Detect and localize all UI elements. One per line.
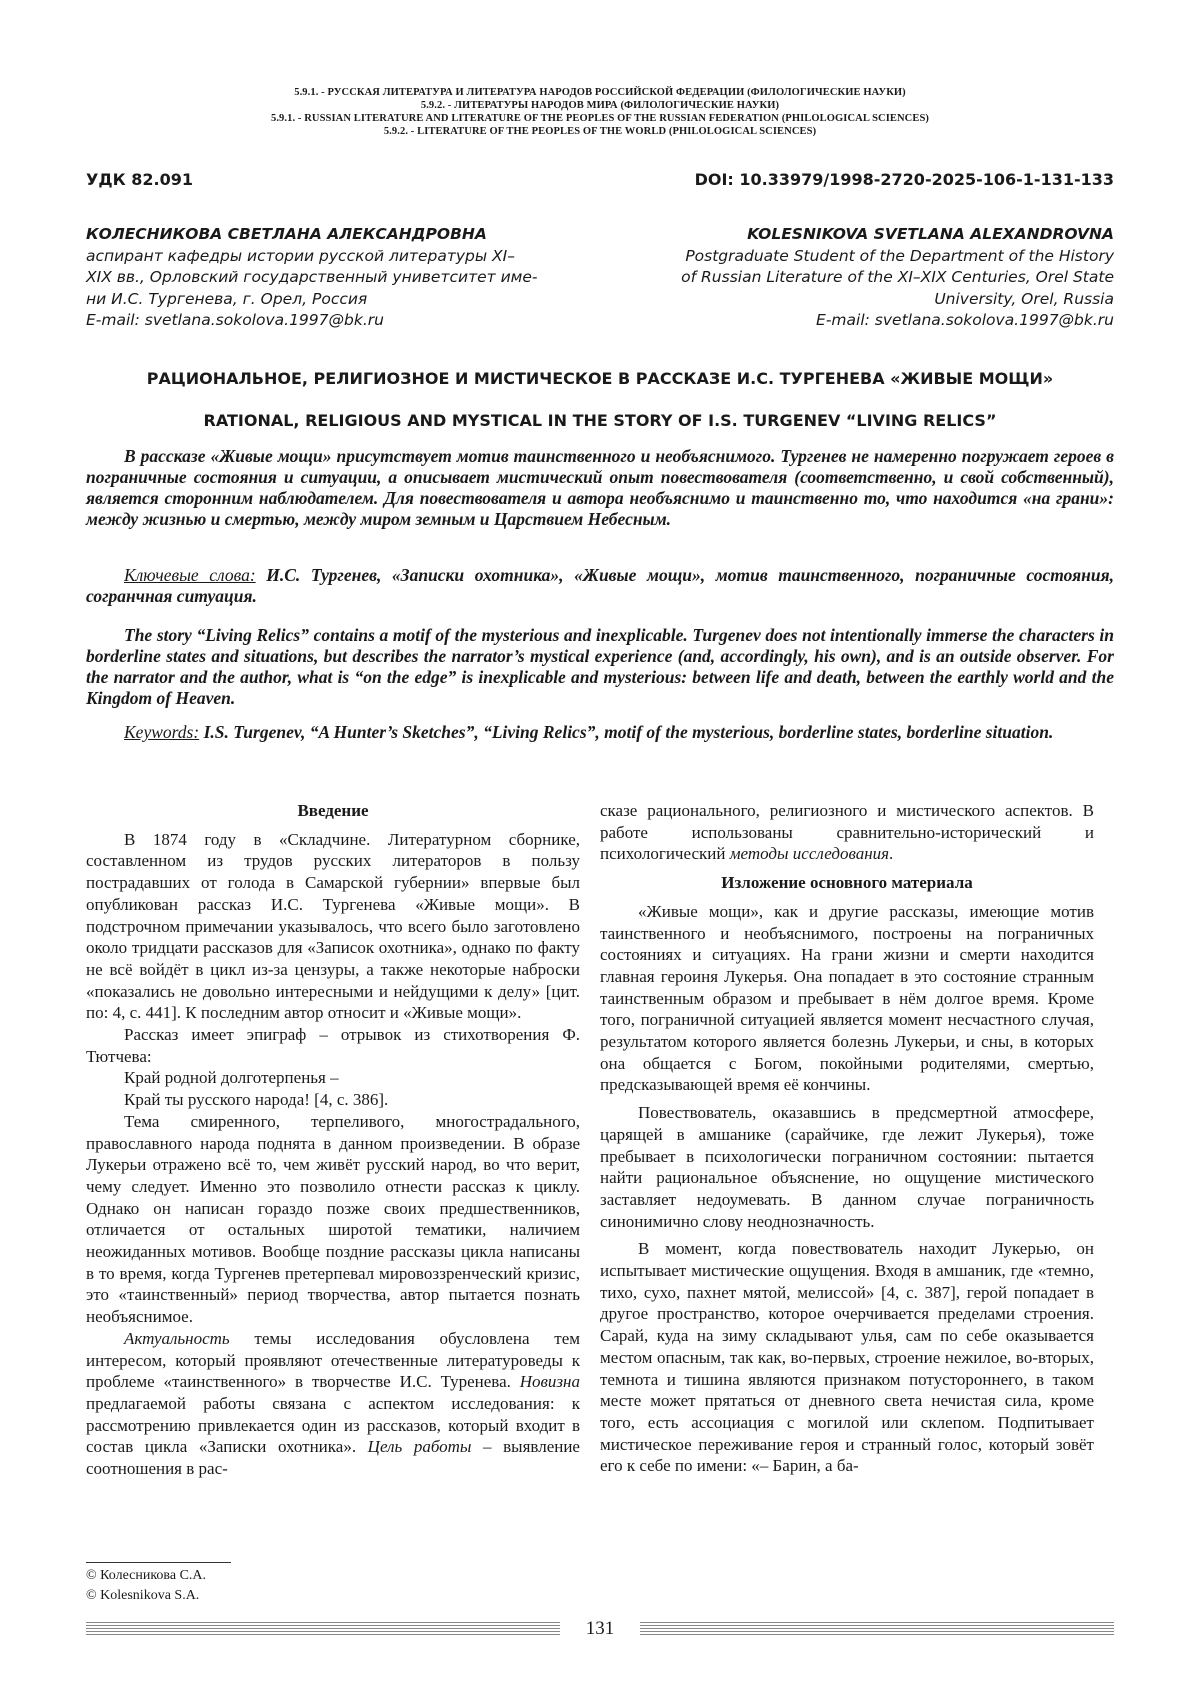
term-goal: Цель работы <box>367 1437 472 1457</box>
body-paragraph: В момент, когда повествователь находит Лукерью, он испытывает мистические ощущения. Входя в амшаник, где «темно, тихо, сухо, пахнет мятой, мелиссой» [4, с. 387], герой попадает в другое пространство, которое очерчивается пределами строения. Сарай, куда на зиму складывают улья, сам по себе оказывается местом опасным, так как, во-первых, строение нежилое, во-вторых, темнота и тишина являются признаком потустороннего, в таком месте может прятаться от дневного света нечистая сила, кроме того, есть ассоциация с могилой или склепом. Подпитывает мистическое переживание героя и странный голос, который зовёт его к себе по имени: «– Барин, а ба- <box>600 1239 1094 1476</box>
author-affiliation-line: Postgraduate Student of the Department of the History <box>685 246 1114 265</box>
keywords-text-ru: И.С. Тургенев, «Записки охотника», «Живые мощи», мотив таинственного, пограничные состояния, согранчная ситуация. <box>86 565 1114 606</box>
footer-rule-left <box>86 1622 560 1635</box>
article-title-en: RATIONAL, RELIGIOUS AND MYSTICAL IN THE STORY OF I.S. TURGENEV “LIVING RELICS” <box>203 411 997 430</box>
paragraph-text: – выявление соотношения в рас- <box>86 1437 580 1479</box>
author-email-en[interactable]: E-mail: svetlana.sokolova.1997@bk.ru <box>816 311 1114 329</box>
doi: DOI: 10.33979/1998-2720-2025-106-1-131-133 <box>694 170 1114 189</box>
page-number: 131 <box>585 1618 615 1639</box>
body-paragraph: В 1874 году в «Складчине. Литературном сборнике, составленном из трудов русских литераторов в пользу пострадавших от голода в Самарской губернии» впервые был опубликован рассказ И.С. Тургенева «Живые мощи». В подстрочном примечании указывалось, что всего было заготовлено около тридцати рассказов для «Записок охотника», однако по факту не всё войдёт в цикл из-за цензуры, а также некоторые наброски «показались не довольно интересными и нейдущими к делу» [цит. по: 4, с. 441]. К последним автор относит и «Живые мощи». <box>86 829 580 1023</box>
epigraph-line: Край родной долготерпенья – <box>124 1068 339 1088</box>
section-code-line: 5.9.2. - ЛИТЕРАТУРЫ НАРОДОВ МИРА (ФИЛОЛОГИЧЕСКИЕ НАУКИ) <box>420 100 780 111</box>
paragraph-text: . <box>889 844 894 864</box>
paragraph-text: предлагаемой работы связана с аспектом исследования: к рассмотрению привлекается один из рассказов, который входит в состав цикла «Записки охотника». <box>86 1393 580 1457</box>
term-methods: методы исследования <box>729 844 890 864</box>
epigraph-line: Край ты русского народа! [4, с. 386]. <box>124 1090 389 1110</box>
keywords-label-ru: Ключевые слова: <box>124 565 256 585</box>
keywords-text-en: I.S. Turgenev, “A Hunter’s Sketches”, “Living Relics”, motif of the mysterious, borderline states, borderline situation. <box>199 722 1054 742</box>
section-heading-introduction: Введение <box>297 801 369 820</box>
section-code-line: 5.9.2. - LITERATURE OF THE PEOPLES OF THE WORLD (PHILOLOGICAL SCIENCES) <box>383 126 817 137</box>
term-relevance: Актуальность <box>124 1328 230 1348</box>
body-paragraph: Повествователь, оказавшись в предсмертной атмосфере, царящей в амшанике (сарайчике, где лежит Лукерья), тоже пребывает в психологически пограничном состоянии: пытается найти рациональное объяснение, но ощущение мистического заставляет недоумевать. В данном случае пограничность синонимично слову неоднозначность. <box>600 1103 1094 1231</box>
author-affiliation-line: XIX вв., Орловский государственный унивeтситет име- <box>86 268 538 286</box>
term-novelty: Новизна <box>519 1372 580 1392</box>
keywords-label-en: Keywords: <box>124 722 200 742</box>
page-footer <box>86 1619 1114 1639</box>
author-affiliation-line: ни И.С. Тургенева, г. Орел, Россия <box>86 289 368 308</box>
author-email-ru[interactable]: E-mail: svetlana.sokolova.1997@bk.ru <box>86 311 384 329</box>
article-title-ru: РАЦИОНАЛЬНОЕ, РЕЛИГИОЗНОЕ И МИСТИЧЕСКОЕ В РАССКАЗЕ И.С. ТУРГЕНЕВА «ЖИВЫЕ МОЩИ» <box>146 369 1054 388</box>
section-code-line: 5.9.1. - РУССКАЯ ЛИТЕРАТУРА И ЛИТЕРАТУРА НАРОДОВ РОССИЙСКОЙ ФЕДЕРАЦИИ (ФИЛОЛОГИЧЕСКИЕ НАУКИ) <box>294 87 906 98</box>
author-block-ru <box>86 224 591 332</box>
footer-rule-right <box>640 1622 1114 1635</box>
udk-code: УДК 82.091 <box>86 170 193 189</box>
abstract-text-en: The story “Living Relics” contains a motif of the mysterious and inexplicable. Turgenev does not intentionally immerse the characters in borderline states and situations, but describes the narrator’s mystical experience (and, accordingly, his own), and is an outside observer. For the narrator and the author, what is “on the edge” is inexplicable and mysterious: between life and death, between the earthly world and the Kingdom of Heaven. <box>86 625 1114 708</box>
copyright-note-en: © Kolesnikova S.A. <box>86 1588 200 1603</box>
author-affiliation-line: аспирант кафедры истории русской литературы XI– <box>86 246 515 265</box>
keywords-ru <box>86 565 1114 607</box>
paragraph-text: темы исследования обусловлена тем интересом, который проявляют отечественные литературоведы к проблеме «таинственного» в творчестве И.С. Туренева. <box>86 1328 580 1392</box>
abstract-en <box>86 625 1114 709</box>
abstract-text-ru: В рассказе «Живые мощи» присутствует мотив таинственного и необъяснимого. Тургенев не намеренно погружает героев в пограничные состояния и ситуации, а описывает мистический опыт повествователя (соответственно, и свой собственный), является сторонним наблюдателем. Для повествователя и автора необъяснимо и таинственно то, что находится «на грани»: между жизнью и смертью, между миром земным и Царствием Небесным. <box>86 446 1114 529</box>
section-codes-header <box>80 86 1120 138</box>
copyright-note-ru: © Колесникова С.А. <box>86 1568 207 1583</box>
section-heading-main: Изложение основного материала <box>721 873 973 893</box>
body-paragraph: «Живые мощи», как и другие рассказы, имеющие мотив таинственного и необъяснимого, построены на пограничных состояниях и ситуациях. На грани жизни и смерти находится главная героиня Лукерья. Она попадает в это состояние странным таинственным образом и пребывает в нём долгое время. Кроме того, пограничной ситуацией является момент несчастного случая, результатом которого является болезнь Лукерьи, и сны, в которых она общается с Богом, покойными родителями, смертью, предсказывающей время её кончины. <box>600 901 1094 1095</box>
footnote-divider <box>86 1562 231 1563</box>
paragraph-text: сказе рационального, религиозного и мистического аспектов. В работе использованы сравнительно-исторический и психологический <box>600 801 1094 864</box>
abstract-ru <box>86 446 1114 530</box>
body-paragraph <box>600 800 1094 865</box>
body-paragraph <box>86 1328 580 1480</box>
author-name-en: KOLESNIKOVA SVETLANA ALEXANDROVNA <box>747 225 1114 243</box>
author-block-en <box>609 224 1114 332</box>
body-paragraph: Рассказ имеет эпиграф – отрывок из стихотворения Ф. Тютчева: <box>86 1025 580 1066</box>
section-code-line: 5.9.1. - RUSSIAN LITERATURE AND LITERATURE OF THE PEOPLES OF THE RUSSIAN FEDERATION (PHILOLOGICAL SCIENCES) <box>270 113 930 124</box>
author-affiliation-line: of Russian Literature of the XI–XIX Centuries, Orel State <box>681 268 1114 286</box>
author-affiliation-line: University, Orel, Russia <box>934 289 1114 308</box>
body-column-left <box>86 800 580 1480</box>
author-name-ru: КОЛЕСНИКОВА СВЕТЛАНА АЛЕКСАНДРОВНА <box>86 225 487 243</box>
body-column-right <box>600 800 1094 1477</box>
footnotes <box>86 1566 206 1606</box>
keywords-en <box>86 722 1114 743</box>
body-paragraph: Тема смиренного, терпеливого, многострадального, православного народа поднята в данном произведении. В образе Лукерьи отражено всё то, чем живёт русский народ, во что верит, чему следует. Именно это позволило отнести рассказ к циклу. Однако он написан гораздо позже своих предшественников, отличается от остальных широтой тематики, наличием неожиданных мотивов. Вообще поздние рассказы цикла написаны в то время, когда Тургенев претерпевал мировоззренческий кризис, это «таинственный» период творчества, автор пытается познать необъяснимое. <box>86 1111 580 1327</box>
